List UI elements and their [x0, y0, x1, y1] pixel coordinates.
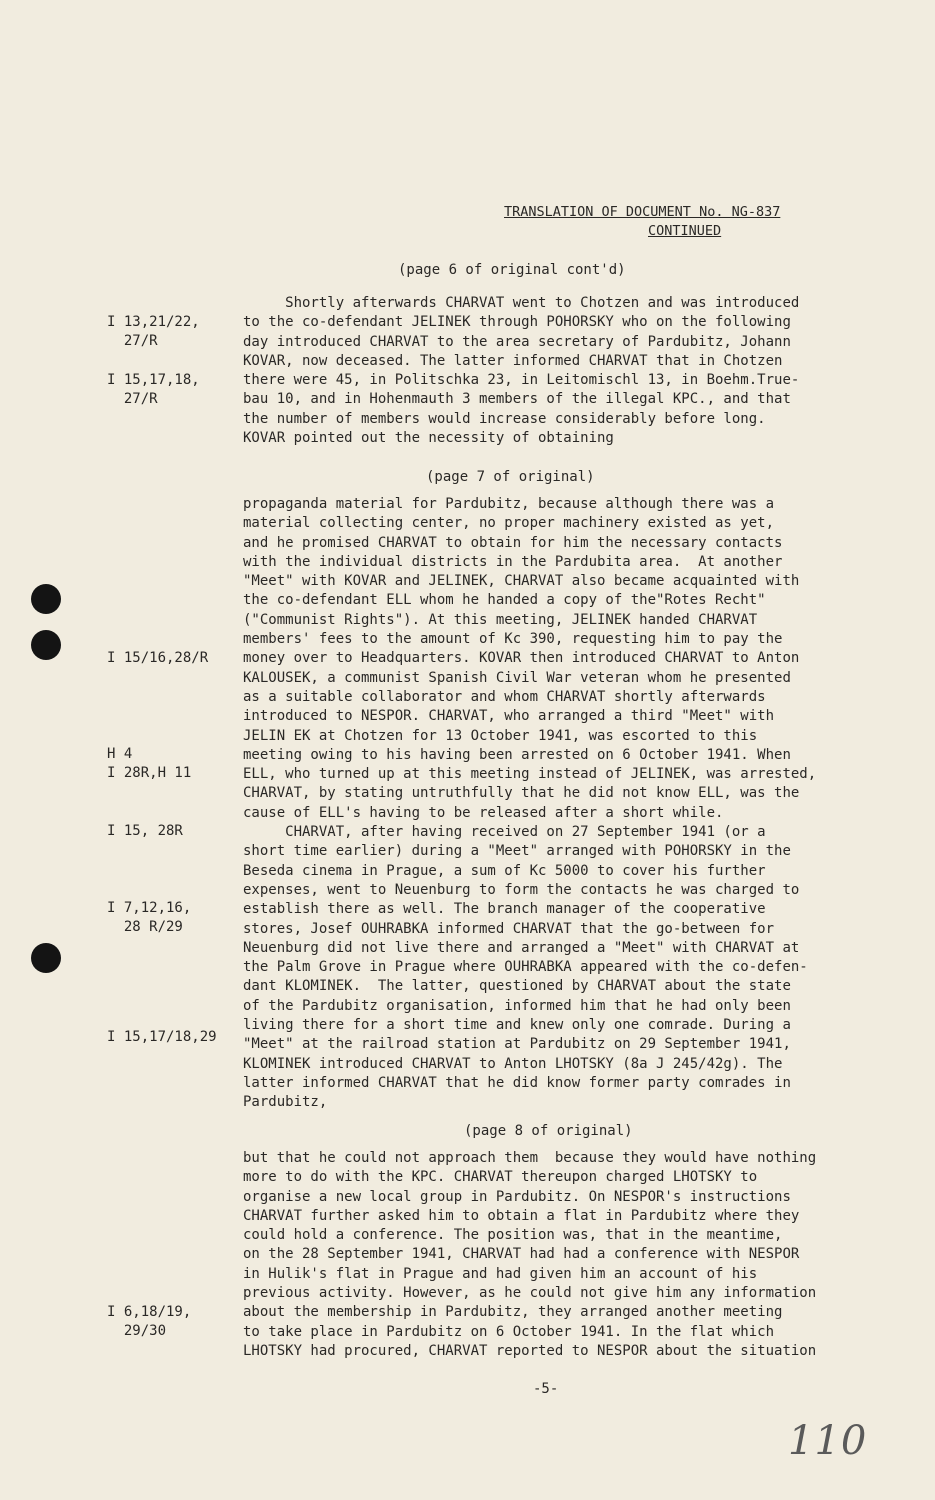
text-line: more to do with the KPC. CHARVAT thereupon charged LHOTSKY to: [243, 1169, 758, 1186]
punch-hole: [31, 943, 61, 973]
text-line: to the co-defendant JELINEK through POHORSKY who on the following: [243, 314, 791, 331]
margin-reference: I 15, 28R: [107, 823, 183, 839]
text-line: members' fees to the amount of Kc 390, requesting him to pay the: [243, 631, 783, 648]
text-line: of the Pardubitz organisation, informed him that he had only been: [243, 997, 791, 1014]
text-line: CHARVAT, after having received on 27 September 1941 (or a: [243, 824, 766, 841]
text-line: as a suitable collaborator and whom CHARVAT shortly afterwards: [243, 688, 766, 705]
paragraph-page8: [243, 1149, 816, 1361]
text-line: the Palm Grove in Prague where OUHRABKA appeared with the co-defen-: [243, 959, 808, 976]
margin-reference: I 15/16,28/R: [107, 650, 209, 666]
page-number: -5-: [533, 1381, 559, 1397]
text-line: "Meet" with KOVAR and JELINEK, CHARVAT also became acquainted with: [243, 573, 800, 590]
text-line: LHOTSKY had procured, CHARVAT reported to NESPOR about the situation: [243, 1342, 817, 1359]
text-line: with the individual districts in the Pardubita area. At another: [243, 553, 783, 570]
document-title: TRANSLATION OF DOCUMENT No. NG-837: [504, 204, 781, 220]
text-line: the number of members would increase considerably before long.: [243, 410, 766, 427]
text-line: ("Communist Rights"). At this meeting, JELINEK handed CHARVAT: [243, 611, 758, 628]
text-line: KOVAR pointed out the necessity of obtaining: [243, 430, 614, 447]
text-line: JELIN EK at Chotzen for 13 October 1941, was escorted to this: [243, 727, 758, 744]
punch-hole: [31, 630, 61, 660]
text-line: living there for a short time and knew only one comrade. During a: [243, 1017, 791, 1034]
text-line: short time earlier) during a "Meet" arranged with POHORSKY in the: [243, 843, 791, 860]
text-line: KOVAR, now deceased. The latter informed CHARVAT that in Chotzen: [243, 352, 783, 369]
text-line: CHARVAT further asked him to obtain a flat in Pardubitz where they: [243, 1207, 800, 1224]
text-line: ELL, who turned up at this meeting instead of JELINEK, was arrested,: [243, 766, 817, 783]
text-line: KALOUSEK, a communist Spanish Civil War veteran whom he presented: [243, 669, 791, 686]
paragraph-page6: [243, 294, 799, 448]
text-line: day introduced CHARVAT to the area secretary of Pardubitz, Johann: [243, 333, 791, 350]
text-line: to take place in Pardubitz on 6 October 1941. In the flat which: [243, 1323, 775, 1340]
text-line: could hold a conference. The position was, that in the meantime,: [243, 1227, 783, 1244]
handwritten-page-number: 110: [788, 1418, 868, 1464]
text-line: in Hulik's flat in Prague and had given him an account of his: [243, 1265, 758, 1282]
text-line: the co-defendant ELL whom he handed a copy of the"Rotes Recht": [243, 592, 766, 609]
text-line: dant KLOMINEK. The latter, questioned by CHARVAT about the state: [243, 978, 791, 995]
text-line: latter informed CHARVAT that he did know former party comrades in: [243, 1074, 791, 1091]
text-line: previous activity. However, as he could not give him any information: [243, 1285, 817, 1302]
text-line: KLOMINEK introduced CHARVAT to Anton LHOTSKY (8a J 245/42g). The: [243, 1055, 783, 1072]
page-note-8: (page 8 of original): [464, 1123, 633, 1139]
text-line: Pardubitz,: [243, 1094, 328, 1111]
document-header: [504, 203, 864, 241]
page-note-7: (page 7 of original): [426, 469, 595, 485]
text-line: introduced to NESPOR. CHARVAT, who arranged a third "Meet" with: [243, 708, 775, 725]
text-line: Shortly afterwards CHARVAT went to Chotzen and was introduced: [243, 295, 800, 311]
text-line: bau 10, and in Hohenmauth 3 members of the illegal KPC., and that: [243, 391, 791, 408]
text-line: expenses, went to Neuenburg to form the contacts he was charged to: [243, 881, 800, 898]
margin-reference: H 4 I 28R,H 11: [107, 746, 192, 782]
text-line: but that he could not approach them because they would have nothing: [243, 1150, 817, 1166]
text-line: money over to Headquarters. KOVAR then introduced CHARVAT to Anton: [243, 650, 800, 667]
page-note-6: (page 6 of original cont'd): [398, 262, 626, 278]
text-line: stores, Josef OUHRABKA informed CHARVAT that the go-between for: [243, 920, 775, 937]
text-line: on the 28 September 1941, CHARVAT had had a conference with NESPOR: [243, 1246, 800, 1263]
margin-reference: I 15,17/18,29: [107, 1029, 217, 1045]
document-subtitle: CONTINUED: [648, 223, 722, 239]
text-line: cause of ELL's having to be released after a short while.: [243, 804, 724, 821]
text-line: propaganda material for Pardubitz, because although there was a: [243, 496, 775, 512]
text-line: establish there as well. The branch manager of the cooperative: [243, 901, 766, 918]
margin-reference: I 15,17,18, 27/R: [107, 372, 200, 408]
text-line: about the membership in Pardubitz, they arranged another meeting: [243, 1304, 783, 1321]
text-line: there were 45, in Politschka 23, in Leitomischl 13, in Boehm.True-: [243, 372, 800, 389]
text-line: meeting owing to his having been arrested on 6 October 1941. When: [243, 746, 791, 763]
text-line: material collecting center, no proper machinery existed as yet,: [243, 515, 775, 532]
text-line: "Meet" at the railroad station at Pardubitz on 29 September 1941,: [243, 1036, 791, 1053]
punch-hole: [31, 584, 61, 614]
text-line: CHARVAT, by stating untruthfully that he did not know ELL, was the: [243, 785, 800, 802]
text-line: and he promised CHARVAT to obtain for him the necessary contacts: [243, 534, 783, 551]
margin-reference: I 7,12,16, 28 R/29: [107, 900, 192, 936]
text-line: Neuenburg did not live there and arranged a "Meet" with CHARVAT at: [243, 939, 800, 956]
paragraph-page7: [243, 495, 816, 1113]
margin-reference: I 13,21/22, 27/R: [107, 314, 200, 350]
text-line: Beseda cinema in Prague, a sum of Kc 5000 to cover his further: [243, 862, 766, 879]
text-line: organise a new local group in Pardubitz. On NESPOR's instructions: [243, 1188, 791, 1205]
margin-reference: I 6,18/19, 29/30: [107, 1304, 192, 1340]
